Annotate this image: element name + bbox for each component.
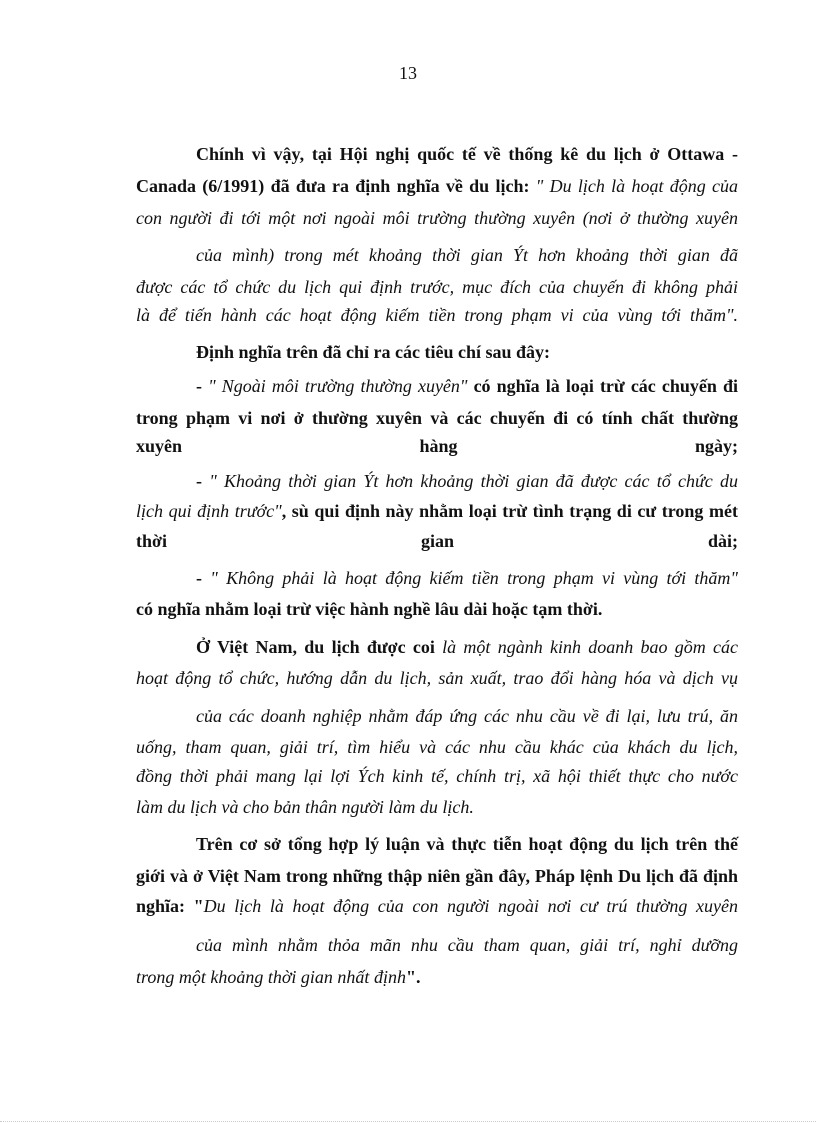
paragraph-line: của mình) trong mét khoảng thời gian Ýt hơn khoảng thời gian đã xyxy=(196,245,738,265)
text-run: nghĩa: " xyxy=(136,896,204,916)
paragraph-line: của mình nhằm thỏa mãn nhu cầu tham quan, giải trí, nghỉ dưỡng xyxy=(196,935,738,955)
text-run: - xyxy=(196,471,210,491)
text-run: - xyxy=(196,376,209,396)
quote-run: " Du lịch là hoạt động của xyxy=(535,176,739,196)
paragraph-line: đồng thời phải mang lại lợi Ých kinh tế, chính trị, xã hội thiết thực cho nước xyxy=(136,766,738,786)
quote-run: trong một khoảng thời gian nhất định xyxy=(136,967,406,987)
paragraph-line xyxy=(136,499,738,525)
paragraph-line xyxy=(136,965,738,991)
quote-run: " Không phải là hoạt động kiếm tiền trong phạm vi vùng tới thăm" xyxy=(210,568,738,588)
paragraph-line xyxy=(196,566,738,592)
paragraph-line: giới và ở Việt Nam trong những thập niên gần đây, Pháp lệnh Du lịch đã định xyxy=(136,866,738,886)
paragraph-line: có nghĩa nhằm loại trừ việc hành nghề lâu dài hoặc tạm thời. xyxy=(136,599,603,619)
paragraph-line: uống, tham quan, giải trí, tìm hiểu và các nhu cầu khác của khách du lịch, xyxy=(136,737,738,757)
paragraph-line: xuyên hàng ngày; xyxy=(136,436,738,456)
paragraph-line xyxy=(196,374,738,400)
paragraph-line xyxy=(136,174,738,200)
paragraph-line: của các doanh nghiệp nhằm đáp ứng các nhu cầu về đi lại, lưu trú, ăn xyxy=(196,706,738,726)
paragraph-line: trong phạm vi nơi ở thường xuyên và các chuyến đi có tính chất thường xyxy=(136,408,738,428)
paragraph-line xyxy=(196,635,738,661)
page-number: 13 xyxy=(399,63,417,83)
paragraph-line: được các tổ chức du lịch qui định trước, mục đích của chuyến đi không phải xyxy=(136,277,738,297)
text-run: có nghĩa là loại trừ các chuyến đi xyxy=(467,376,738,396)
paragraph-line: là để tiến hành các hoạt động kiếm tiền trong phạm vi của vùng tới thăm". xyxy=(136,305,738,325)
paragraph-line: làm du lịch và cho bản thân người làm du lịch. xyxy=(136,797,474,817)
paragraph-line: Định nghĩa trên đã chỉ ra các tiêu chí sau đây: xyxy=(196,342,551,362)
quote-run: lịch qui định trước" xyxy=(136,501,282,521)
page-bottom-edge xyxy=(0,1121,816,1122)
paragraph-line xyxy=(136,894,738,920)
paragraph-line: Trên cơ sở tổng hợp lý luận và thực tiễn hoạt động du lịch trên thế xyxy=(196,834,738,854)
quote-run: " Ngoài môi trường thường xuyên" xyxy=(208,376,468,396)
quote-run: là một ngành kinh doanh bao gồm các xyxy=(442,637,739,657)
quote-run: " Khoảng thời gian Ýt hơn khoảng thời gian đã được các tổ chức du xyxy=(209,471,738,491)
paragraph-line: thời gian dài; xyxy=(136,531,738,551)
paragraph-line: con người đi tới một nơi ngoài môi trường thường xuyên (nơi ở thường xuyên xyxy=(136,208,738,228)
text-run: Ở Việt Nam, du lịch được coi xyxy=(196,637,443,657)
paragraph-line: hoạt động tổ chức, hướng dẫn du lịch, sản xuất, trao đổi hàng hóa và dịch vụ xyxy=(136,668,738,688)
text-run: , sù qui định này nhằm loại trừ tình trạng di cư trong mét xyxy=(281,501,738,521)
quote-run: Du lịch là hoạt động của con người ngoài nơi cư trú thường xuyên xyxy=(203,896,738,916)
paragraph-line xyxy=(196,469,738,495)
text-run: ". xyxy=(405,967,421,987)
text-run: - xyxy=(196,568,211,588)
text-run: Canada (6/1991) đã đưa ra định nghĩa về du lịch: xyxy=(136,176,536,196)
paragraph-line: Chính vì vậy, tại Hội nghị quốc tế về thống kê du lịch ở Ottawa - xyxy=(196,144,738,164)
